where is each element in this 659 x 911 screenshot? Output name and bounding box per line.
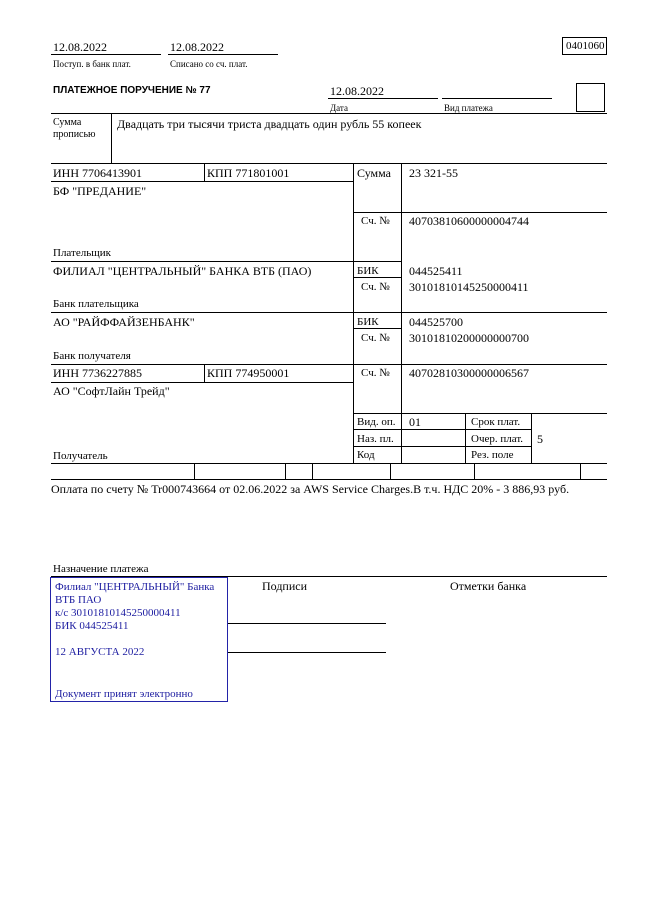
- payment-type-label: Вид платежа: [444, 103, 493, 113]
- date-received-line: [51, 54, 161, 55]
- date-debited: 12.08.2022: [170, 40, 224, 54]
- amount-words-label-2: прописью: [53, 129, 96, 140]
- date-received: 12.08.2022: [53, 40, 107, 54]
- payer-label: Плательщик: [53, 247, 111, 259]
- date-received-label: Поступ. в банк плат.: [53, 59, 131, 69]
- grid-line: [353, 261, 401, 262]
- stamp-line-4: БИК 044525411: [55, 620, 129, 632]
- amount-words-label-1: Сумма: [53, 117, 82, 128]
- grid-line: [401, 163, 402, 463]
- grid-line: [51, 479, 607, 480]
- grid-line: [474, 463, 475, 479]
- grid-line: [285, 463, 286, 479]
- ocher-label: Очер. плат.: [471, 433, 524, 445]
- recipient-bank-label: Банк получателя: [53, 350, 131, 362]
- stamp-date: 12 АВГУСТА 2022: [55, 646, 145, 658]
- form-code-box: [562, 37, 607, 55]
- payment-purpose-label: Назначение платежа: [53, 563, 149, 575]
- grid-line: [353, 212, 607, 213]
- recipient-kpp: КПП 774950001: [207, 366, 290, 380]
- kod-label: Код: [357, 449, 375, 461]
- recipient-inn: ИНН 7736227885: [53, 366, 142, 380]
- vid-op-label: Вид. оп.: [357, 416, 396, 428]
- srok-label: Срок плат.: [471, 416, 521, 428]
- amount-words-value: Двадцать три тысячи триста двадцать один рубль 55 копеек: [117, 117, 422, 131]
- ocher-value: 5: [537, 432, 543, 446]
- signature-line-1: [228, 623, 386, 624]
- grid-line: [51, 364, 607, 365]
- grid-line: [580, 463, 581, 479]
- grid-line: [353, 413, 607, 414]
- bank-stamp: [50, 577, 228, 702]
- stamp-line-1: Филиал "ЦЕНТРАЛЬНЫЙ" Банка: [55, 581, 215, 593]
- signatures-label: Подписи: [262, 579, 308, 593]
- grid-line: [51, 181, 353, 182]
- recipient-bank-name: АО "РАЙФФАЙЗЕНБАНК": [53, 315, 195, 329]
- payer-bank-label: Банк плательщика: [53, 298, 139, 310]
- grid-line: [465, 413, 466, 463]
- recipient-account-label: Сч. №: [361, 367, 390, 379]
- recipient-name: АО "СофтЛайн Трейд": [53, 384, 170, 398]
- grid-line: [51, 163, 607, 164]
- document-date-line: [328, 98, 438, 99]
- recipient-bank-bik-label: БИК: [357, 316, 379, 328]
- grid-line: [353, 429, 531, 430]
- grid-line: [51, 261, 353, 262]
- grid-line: [531, 413, 532, 463]
- signature-line-2: [228, 652, 386, 653]
- vid-op-value: 01: [409, 415, 421, 429]
- date-debited-line: [168, 54, 278, 55]
- recipient-account: 40702810300000006567: [409, 366, 529, 380]
- grid-line: [353, 446, 531, 447]
- payer-name: БФ "ПРЕДАНИЕ": [53, 184, 147, 198]
- grid-line: [390, 463, 391, 479]
- sum-label: Сумма: [357, 166, 391, 180]
- grid-line: [204, 163, 205, 181]
- grid-line: [353, 163, 354, 463]
- rez-label: Рез. поле: [471, 449, 514, 461]
- grid-line: [204, 364, 205, 382]
- status-box: [576, 83, 605, 112]
- payer-bank-name: ФИЛИАЛ "ЦЕНТРАЛЬНЫЙ" БАНКА ВТБ (ПАО): [53, 264, 312, 278]
- date-debited-label: Списано со сч. плат.: [170, 59, 248, 69]
- document-title: ПЛАТЕЖНОЕ ПОРУЧЕНИЕ № 77: [53, 85, 211, 96]
- recipient-bank-bik: 044525700: [409, 315, 463, 329]
- payer-bank-bik-label: БИК: [357, 265, 379, 277]
- payer-inn: ИНН 7706413901: [53, 166, 142, 180]
- grid-line: [194, 463, 195, 479]
- payer-bank-bik: 044525411: [409, 264, 463, 278]
- payment-purpose-text: Оплата по счету № Tr000743664 от 02.06.2022 за AWS Service Charges.В т.ч. НДС 20% - 3 886,93 руб.: [51, 482, 570, 496]
- grid-line: [51, 312, 607, 313]
- bank-marks-label: Отметки банка: [450, 579, 527, 593]
- sum-value: 23 321-55: [409, 166, 458, 180]
- recipient-label: Получатель: [53, 450, 108, 462]
- stamp-accepted: Документ принят электронно: [55, 688, 193, 700]
- grid-line: [51, 382, 353, 383]
- grid-line: [51, 463, 607, 464]
- document-date-label: Дата: [330, 103, 348, 113]
- payer-bank-account-label: Сч. №: [361, 281, 390, 293]
- amount-words-divider: [111, 113, 112, 163]
- amount-words-top-line: [51, 113, 607, 114]
- stamp-line-2: ВТБ ПАО: [55, 594, 102, 606]
- form-code: 0401060: [566, 40, 605, 52]
- recipient-bank-account: 30101810200000000700: [409, 331, 529, 345]
- recipient-bank-account-label: Сч. №: [361, 332, 390, 344]
- payer-kpp: КПП 771801001: [207, 166, 290, 180]
- payer-bank-account: 30101810145250000411: [409, 280, 529, 294]
- document-date: 12.08.2022: [330, 84, 384, 98]
- payer-account-label: Сч. №: [361, 215, 390, 227]
- stamp-line-3: к/с 30101810145250000411: [55, 607, 181, 619]
- naz-pl-label: Наз. пл.: [357, 433, 394, 445]
- payer-account: 40703810600000004744: [409, 214, 529, 228]
- payment-type-line: [442, 98, 552, 99]
- grid-line: [312, 463, 313, 479]
